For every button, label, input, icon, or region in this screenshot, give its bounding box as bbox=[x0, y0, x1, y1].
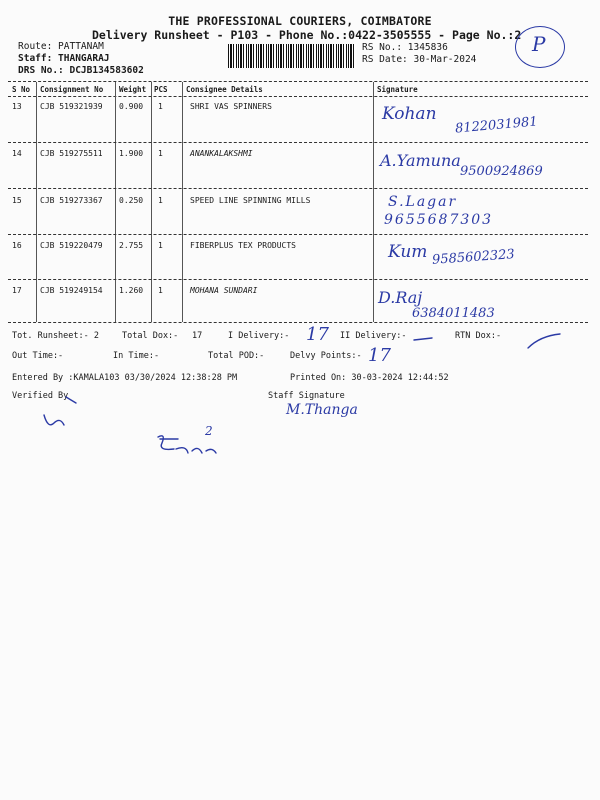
in-time-label: In Time:- bbox=[113, 351, 160, 361]
row-weight: 1.900 bbox=[119, 149, 144, 158]
signature-phone: 9585602323 bbox=[431, 247, 516, 268]
row-sno: 15 bbox=[12, 196, 22, 205]
total-dox-label: Total Dox:- bbox=[122, 331, 179, 341]
table-header-rule bbox=[8, 96, 588, 97]
rs-number: RS No.: 1345836 bbox=[362, 42, 448, 53]
col-consignment: Consignment No bbox=[40, 85, 104, 94]
row-rule bbox=[8, 188, 588, 189]
row-sno: 14 bbox=[12, 149, 22, 158]
row-pcs: 1 bbox=[158, 102, 163, 111]
row-consignee: SHRI VAS SPINNERS bbox=[190, 102, 272, 111]
row-pcs: 1 bbox=[158, 286, 163, 295]
row-weight: 2.755 bbox=[119, 241, 144, 250]
handwritten-mark: 2 bbox=[205, 424, 213, 438]
row-weight: 1.260 bbox=[119, 286, 144, 295]
table-top-rule bbox=[8, 81, 588, 82]
col-divider bbox=[36, 82, 37, 322]
col-divider bbox=[151, 82, 152, 322]
row-consignment: CJB 519273367 bbox=[40, 196, 103, 205]
col-sno: S No bbox=[12, 85, 31, 94]
row-consignment: CJB 519220479 bbox=[40, 241, 103, 250]
row-pcs: 1 bbox=[158, 196, 163, 205]
staff-signature-handwritten: M.Thanga bbox=[286, 402, 358, 418]
drs-label: DRS No.: DCJB134583602 bbox=[18, 65, 144, 76]
signature-name: Kohan bbox=[382, 104, 437, 124]
staff-signature-label: Staff Signature bbox=[268, 391, 345, 401]
staff-label: Staff: THANGARAJ bbox=[18, 53, 110, 64]
i-delivery-handwritten: 17 bbox=[306, 324, 329, 345]
signature-name: A.Yamuna bbox=[380, 151, 461, 170]
row-consignee: MOHANA SUNDARI bbox=[190, 286, 258, 295]
row-pcs: 1 bbox=[158, 241, 163, 250]
col-pcs: PCS bbox=[154, 85, 168, 94]
col-consignee: Consignee Details bbox=[186, 85, 263, 94]
printed-on: Printed On: 30-03-2024 12:44:52 bbox=[290, 373, 449, 383]
i-delivery-label: I Delivery:- bbox=[228, 331, 290, 341]
rtn-dox-label: RTN Dox:- bbox=[455, 331, 502, 341]
signature-phone: 6384011483 bbox=[412, 306, 495, 321]
page-circle-letter: P bbox=[532, 32, 546, 56]
route-label: Route: PATTANAM bbox=[18, 41, 104, 52]
row-weight: 0.250 bbox=[119, 196, 144, 205]
verified-by-label: Verified By bbox=[12, 391, 69, 401]
row-consignment: CJB 519275511 bbox=[40, 149, 103, 158]
col-divider bbox=[115, 82, 116, 322]
runsheet-subtitle: Delivery Runsheet - P103 - Phone No.:0422-3505555 - Page No.:2 bbox=[92, 28, 522, 42]
total-pod-label: Total POD:- bbox=[208, 351, 265, 361]
row-consignee: ANANKALAKSHMI bbox=[190, 149, 253, 158]
row-consignee: FIBERPLUS TEX PRODUCTS bbox=[190, 241, 296, 250]
company-title: THE PROFESSIONAL COURIERS, COIMBATORE bbox=[168, 14, 432, 28]
col-divider bbox=[373, 82, 374, 322]
col-signature: Signature bbox=[377, 85, 418, 94]
signature-name: S.Lagar bbox=[388, 194, 458, 210]
signature-phone: 9655687303 bbox=[384, 212, 494, 228]
signature-name: Kum bbox=[388, 242, 428, 262]
row-consignment: CJB 519321939 bbox=[40, 102, 103, 111]
ii-delivery-label: II Delivery:- bbox=[340, 331, 407, 341]
row-pcs: 1 bbox=[158, 149, 163, 158]
row-rule bbox=[8, 279, 588, 280]
signature-phone: 9500924869 bbox=[460, 164, 543, 179]
row-weight: 0.900 bbox=[119, 102, 144, 111]
entered-by: Entered By :KAMALA103 03/30/2024 12:38:28 PM bbox=[12, 373, 238, 383]
row-sno: 17 bbox=[12, 286, 22, 295]
verifier-signature bbox=[40, 395, 220, 465]
col-divider bbox=[182, 82, 183, 322]
delvy-points-handwritten: 17 bbox=[368, 345, 391, 366]
table-bottom-rule bbox=[8, 322, 588, 323]
col-weight: Weight bbox=[119, 85, 147, 94]
row-sno: 16 bbox=[12, 241, 22, 250]
summary-ink-strokes bbox=[400, 332, 600, 352]
tot-runsheet: Tot. Runsheet:- 2 bbox=[12, 331, 99, 341]
row-rule bbox=[8, 234, 588, 235]
delvy-points-label: Delvy Points:- bbox=[290, 351, 362, 361]
row-consignment: CJB 519249154 bbox=[40, 286, 103, 295]
row-consignee: SPEED LINE SPINNING MILLS bbox=[190, 196, 311, 205]
signature-phone: 8122031981 bbox=[454, 114, 539, 137]
out-time-label: Out Time:- bbox=[12, 351, 64, 361]
total-dox-value: 17 bbox=[192, 331, 203, 341]
signature-name: D.Raj bbox=[378, 288, 423, 307]
row-rule bbox=[8, 142, 588, 143]
rs-date: RS Date: 30-Mar-2024 bbox=[362, 54, 477, 65]
barcode bbox=[228, 44, 356, 68]
row-sno: 13 bbox=[12, 102, 22, 111]
